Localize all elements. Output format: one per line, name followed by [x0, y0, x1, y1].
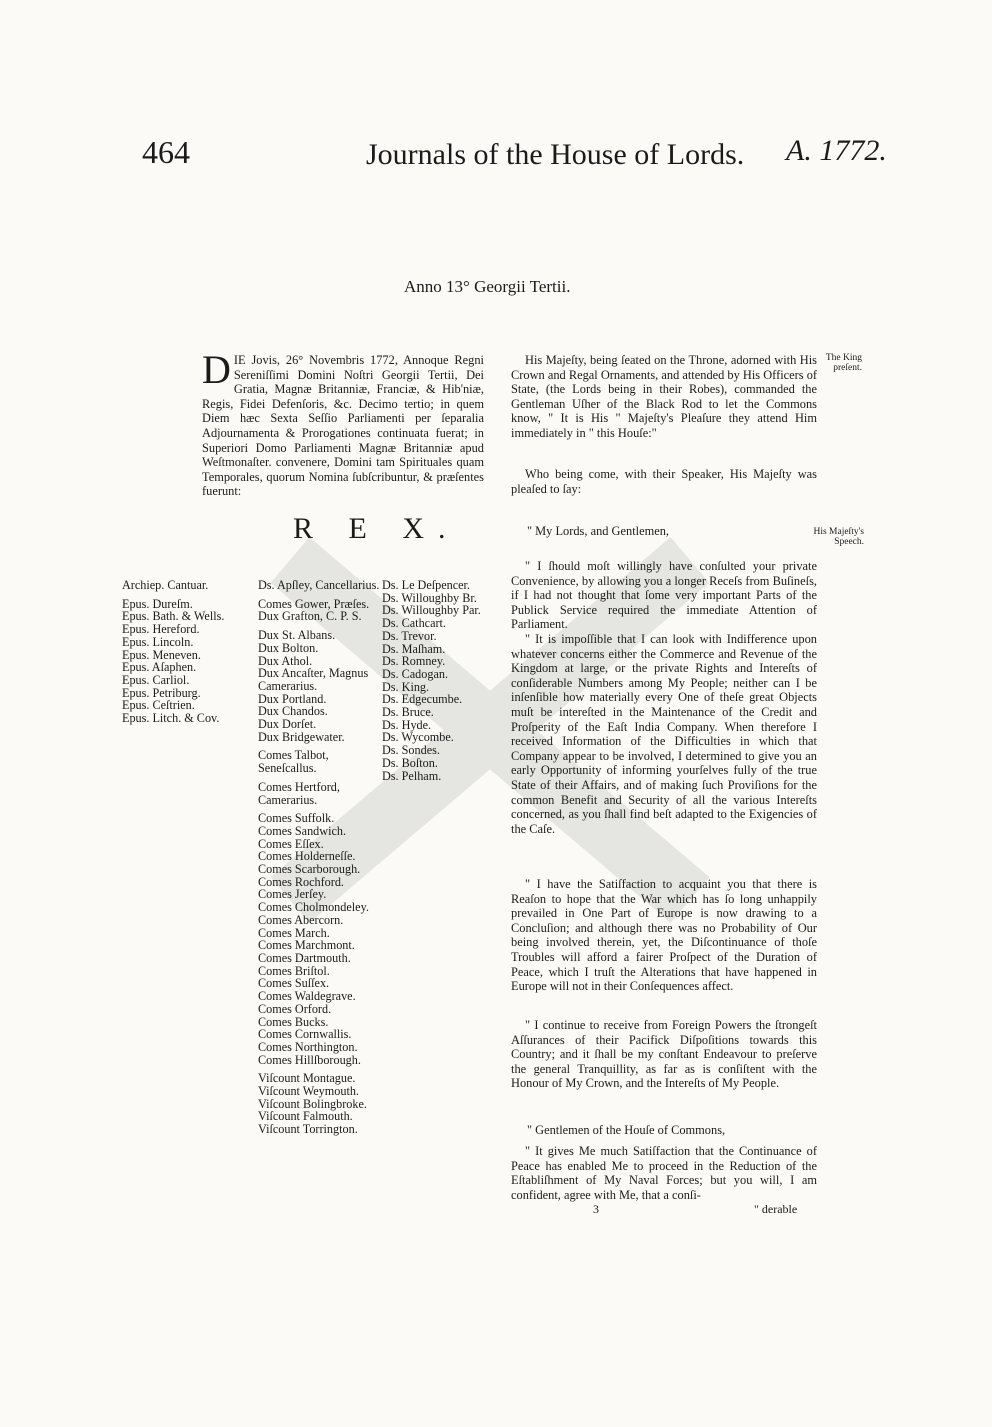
list-item: Epus. Meneven.: [122, 647, 201, 662]
list-item: Comes Jerſey.: [258, 887, 327, 902]
list-item: Comes Scarborough.: [258, 862, 361, 877]
list-item: Ds. Wycombe.: [382, 730, 454, 745]
list-item: Comes Holderneſſe.: [258, 849, 356, 864]
list-item: Comes Sandwich.: [258, 823, 347, 838]
list-item: Ds. Cathcart.: [382, 616, 446, 631]
list-item: Comes Dartmouth.: [258, 950, 351, 965]
peers-list: [258, 579, 380, 1136]
list-item: Epus. Carliol.: [122, 672, 190, 687]
list-item: Comes March.: [258, 925, 330, 940]
intro-paragraph: [202, 347, 484, 499]
list-item: Dux Chandos.: [258, 704, 328, 719]
list-item: Ds. Le Deſpencer.: [382, 578, 470, 592]
list-item: Comes Rochford.: [258, 874, 344, 889]
list-item: Archiep. Cantuar.: [122, 578, 209, 592]
list-item: Ds. Sondes.: [382, 743, 440, 758]
list-item: Epus. Bath. & Wells.: [122, 609, 225, 624]
list-item: Epus. Aſaphen.: [122, 660, 197, 675]
list-item: Epus. Hereford.: [122, 622, 200, 637]
list-item: Ds. Willoughby Br.: [382, 590, 477, 605]
margin-note-king-present: The King preſent.: [825, 353, 862, 373]
list-item: Dux Portland.: [258, 691, 327, 706]
list-item: Epus. Dureſm.: [122, 596, 193, 611]
list-item: Viſcount Montague.: [258, 1071, 356, 1086]
list-item: Ds. Hyde.: [382, 717, 432, 732]
list-item: Comes Hertford, Camerarius.: [258, 779, 340, 807]
drop-cap: D: [202, 347, 231, 392]
speech-salutation: " Gentlemen of the Houſe of Commons,: [527, 1123, 726, 1137]
speech-paragraph: " It gives Me much Satiſfaction that the Continuance of Peace has enabled Me to proceed in the Reduction of the Eſtabliſhment of My Naval Forces; but you will, I am confident, agree with Me, that a conſi-: [511, 1144, 817, 1202]
list-item: Comes Suſſex.: [258, 976, 330, 991]
session-heading: Anno 13° Georgii Tertii.: [404, 277, 571, 296]
list-item: Comes Gower, Præſes.: [258, 596, 370, 611]
list-item: Ds. Romney.: [382, 654, 446, 669]
speech-paragraph: " I have the Satiſfaction to acquaint you that there is Reaſon to hope that the War which has ſo long unhappily prevailed in One Part of Europe is now drawing to a Concluſion; and although there was no Probability of Our being involved therein, yet, the Diſcontinuance of thoſe Troubles will afford a fairer Proſpect of the Duration of Peace, which I truſt the Alterations that have happened in Europe will not in their Conſequences affect.: [511, 877, 817, 994]
list-item: Epus. Lincoln.: [122, 634, 194, 649]
list-item: Comes Cholmondeley.: [258, 900, 369, 915]
rex-heading: R E X.: [293, 512, 460, 545]
list-item: Ds. King.: [382, 679, 430, 694]
list-item: Ds. Apſley, Cancellarius.: [258, 578, 380, 592]
year-heading: A. 1772.: [786, 134, 887, 167]
list-item: Comes Abercorn.: [258, 912, 344, 927]
list-item: Dux Bridgewater.: [258, 729, 345, 744]
list-item: Comes Waldegrave.: [258, 989, 356, 1004]
list-item: Comes Eſſex.: [258, 836, 324, 851]
list-item: Ds. Cadogan.: [382, 666, 449, 681]
list-item: Comes Bucks.: [258, 1014, 329, 1029]
journal-title: Journals of the House of Lords.: [366, 138, 745, 171]
signature-mark: 3: [593, 1202, 599, 1216]
list-item: Epus. Litch. & Cov.: [122, 711, 220, 726]
list-item: Ds. Boſton.: [382, 755, 438, 770]
list-item: Ds. Pelham.: [382, 768, 442, 783]
paragraph-speaker: Who being come, with their Speaker, His Majeſty was pleaſed to ſay:: [511, 467, 817, 496]
list-item: Comes Suffolk.: [258, 811, 335, 826]
list-item: Dux Bolton.: [258, 640, 319, 655]
margin-note-kings-speech: His Majeſty's Speech.: [813, 527, 864, 547]
list-item: Dux Grafton, C. P. S.: [258, 609, 362, 624]
list-item: Comes Northington.: [258, 1039, 358, 1054]
intro-text: IE Jovis, 26° Novembris 1772, Annoque Regni Sereniſſimi Domini Noſtri Georgii Tertii, Dei Gratia, Magnæ Britanniæ, Franciæ, & Hib'niæ, Regis, Fidei Defenſoris, &c. Decimo tertio; in quem Diem hæc Sexta Seſſio Parliamenti per ſeparalia Adjournamenta & Prorogationes continuata fuerat; in Superiori Domo Parliamenti Magnæ Britanniæ apud Weſtmonaſter. convenere, Domini tam Spirituales quam Temporales, quorum Nomina ſubſcribuntur, & præſentes fuerunt:: [202, 353, 484, 499]
list-item: Dux Ancaſter, Magnus Camerarius.: [258, 666, 369, 693]
list-item: Ds. Maſham.: [382, 641, 446, 656]
list-item: Dux St. Albans.: [258, 628, 336, 643]
list-item: Ds. Willoughby Par.: [382, 603, 481, 618]
list-item: Viſcount Torrington.: [258, 1122, 358, 1137]
catchword: " derable: [754, 1202, 798, 1216]
list-item: Ds. Trevor.: [382, 628, 437, 643]
list-item: Ds. Edgecumbe.: [382, 692, 463, 707]
list-item: Viſcount Weymouth.: [258, 1084, 359, 1099]
list-item: Comes Orford.: [258, 1001, 332, 1016]
paragraph-throne: His Majeſty, being ſeated on the Throne, adorned with His Crown and Regal Ornaments, and attended by His Officers of State, (the Lords being in their Robes), commanded the Gentleman Uſher of the Black Rod to let the Commons know, " It is His " Majeſty's Pleaſure they attend Him immediately in " this Houſe:": [511, 353, 818, 440]
list-item: Comes Cornwallis.: [258, 1027, 352, 1042]
speech-salutation: " My Lords, and Gentlemen,: [527, 524, 670, 538]
bishops-list: [122, 579, 224, 725]
list-item: Ds. Bruce.: [382, 705, 434, 720]
list-item: Viſcount Falmouth.: [258, 1109, 353, 1124]
list-item: Dux Athol.: [258, 653, 313, 668]
barons-list: [382, 579, 481, 782]
list-item: Viſcount Bolingbroke.: [258, 1096, 367, 1111]
page-number: 464: [142, 134, 190, 170]
speech-paragraph: " It is impoſſible that I can look with Indifference upon whatever concerns either the Commerce and Revenue of the Kingdom at large, or the private Rights and Intereſts of conſiderable Numbers among My People; neither can I be inſenſible how materially every One of theſe great Objects muſt be intereſted in the Maintenance of the Credit and Proſperity of the Eaſt India Company. When therefore I received Information of the Difficulties in which that Company appear to be involved, I determined to give you an early Opportunity of informing yourſelves fully of the true State of their Affairs, and of making ſuch Proviſions for the common Benefit and Security of all the various Intereſts concerned, as you ſhall find beſt adapted to the Exigencies of the Caſe.: [511, 632, 817, 836]
speech-paragraph: " I continue to receive from Foreign Powers the ſtrongeſt Aſſurances of their Pacifick Diſpoſitions towards this Country; and it ſhall be my conſtant Endeavour to preſerve the general Tranquillity, as far as is conſiſtent with the Honour of My Crown, and the Intereſts of My People.: [511, 1018, 817, 1091]
list-item: Epus. Petriburg.: [122, 685, 201, 700]
list-item: Comes Briſtol.: [258, 963, 330, 978]
list-item: Comes Hillſborough.: [258, 1052, 361, 1067]
list-item: Dux Dorſet.: [258, 717, 317, 732]
list-item: Comes Talbot, Seneſcallus.: [258, 748, 329, 776]
list-item: Epus. Ceſtrien.: [122, 698, 195, 713]
list-item: Comes Marchmont.: [258, 938, 355, 953]
speech-paragraph: " I ſhould moſt willingly have conſulted your private Convenience, by allowing you a longer Receſs from Buſineſs, if I had not thought that ſome very important Parts of the Publick Service required the immediate Attention of Parliament.: [511, 559, 817, 632]
